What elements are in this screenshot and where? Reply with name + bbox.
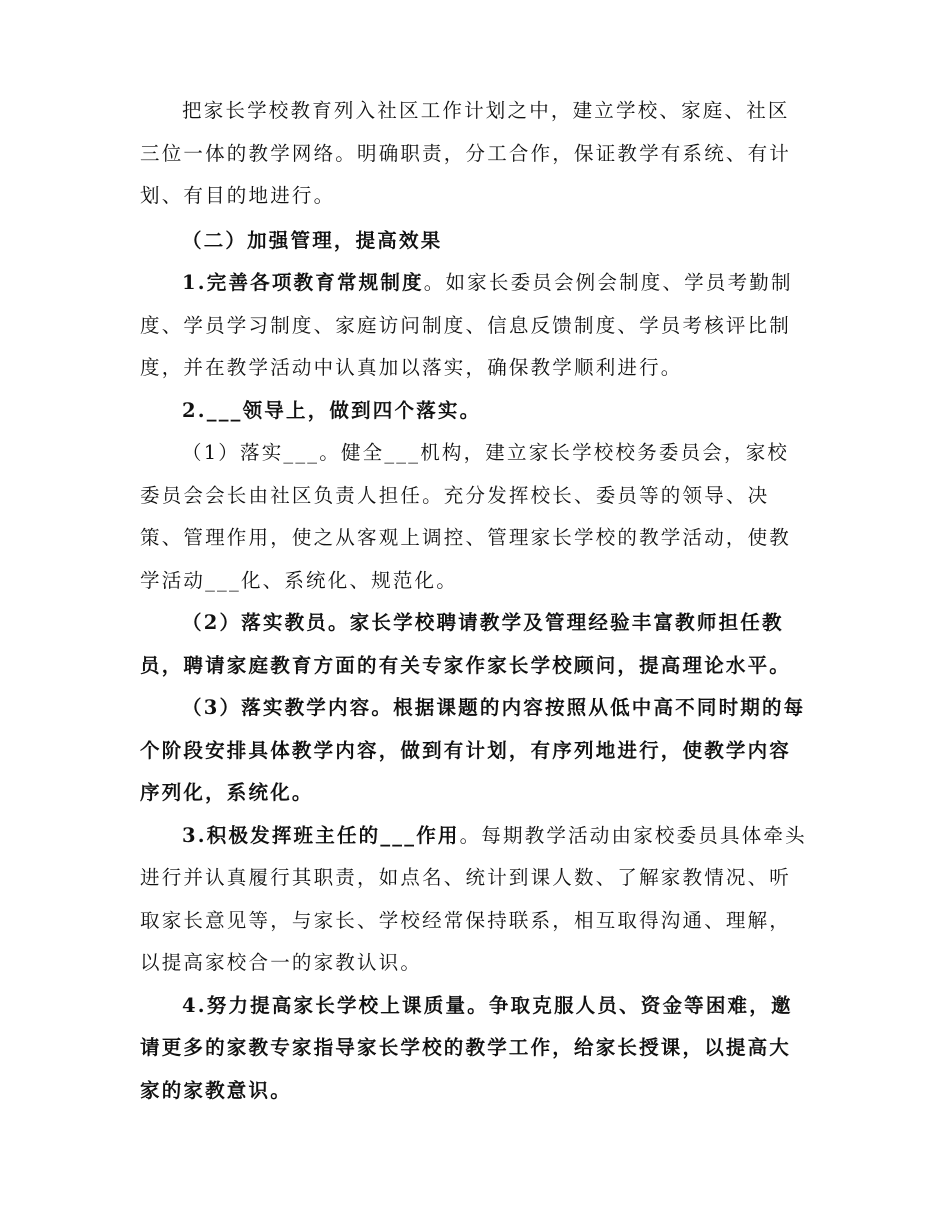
paragraph-7 [140, 687, 810, 815]
paragraph-text: 把家长学校教育列入社区工作计划之中，建立学校、家庭、社区三位一体的教学网络。明确职责，分工合作，保证教学有系统、有计划、有目的地进行。 [140, 99, 792, 207]
paragraph-text: 。如家长委员会例会制度、学员考勤制度、学员学习制度、家庭访问制度、信息反馈制度、学员考核评比制度，并在教学活动中认真加以落实，确保教学顺利进行。 [140, 271, 793, 379]
paragraph-text: （2）落实教员。家长学校聘请教学及管理经验丰富教师担任教员，聘请家庭教育方面的有关专家作家长学校顾问，提高理论水平。 [140, 611, 792, 677]
item-title: 2.___领导上，做到四个落实。 [182, 398, 482, 422]
section-heading-2 [140, 220, 810, 263]
paragraph-6 [140, 602, 810, 687]
paragraph-text: 4.努力提高家长学校上课质量。争取克服人员、资金等困难，邀请更多的家教专家指导家长学校的教学工作，给家长授课，以提高大家的家教意识。 [140, 993, 793, 1102]
paragraph-5 [140, 432, 810, 602]
item-heading-2 [140, 390, 810, 433]
paragraph-text: （1）落实___。健全___机构，建立家长学校校务委员会，家校委员会会长由社区负责人担任。充分发挥校长、委员等的领导、决策、管理作用，使之从客观上调控、管理家长学校的教学活动，使教学活动___化、系统化、规范化。 [140, 441, 792, 592]
item-title: 3.积极发挥班主任的___作用 [182, 823, 460, 847]
paragraph-8 [140, 815, 810, 985]
paragraph-3 [140, 262, 810, 390]
paragraph-text: 。每期教学活动由家校委员具体牵头进行并认真履行其职责，如点名、统计到课人数、了解家教情况、听取家长意见等，与家长、学校经常保持联系，相互取得沟通、理解，以提高家校合一的家教认识。 [140, 823, 807, 974]
paragraph-1 [140, 90, 810, 218]
item-title: 1.完善各项教育常规制度 [182, 271, 424, 294]
paragraph-text: （3）落实教学内容。根据课题的内容按照从低中高不同时期的每个阶段安排具体教学内容，做到有计划，有序列地进行，使教学内容序列化，系统化。 [140, 696, 806, 804]
paragraph-9 [140, 985, 810, 1113]
heading-text: （二）加强管理，提高效果 [182, 228, 443, 252]
